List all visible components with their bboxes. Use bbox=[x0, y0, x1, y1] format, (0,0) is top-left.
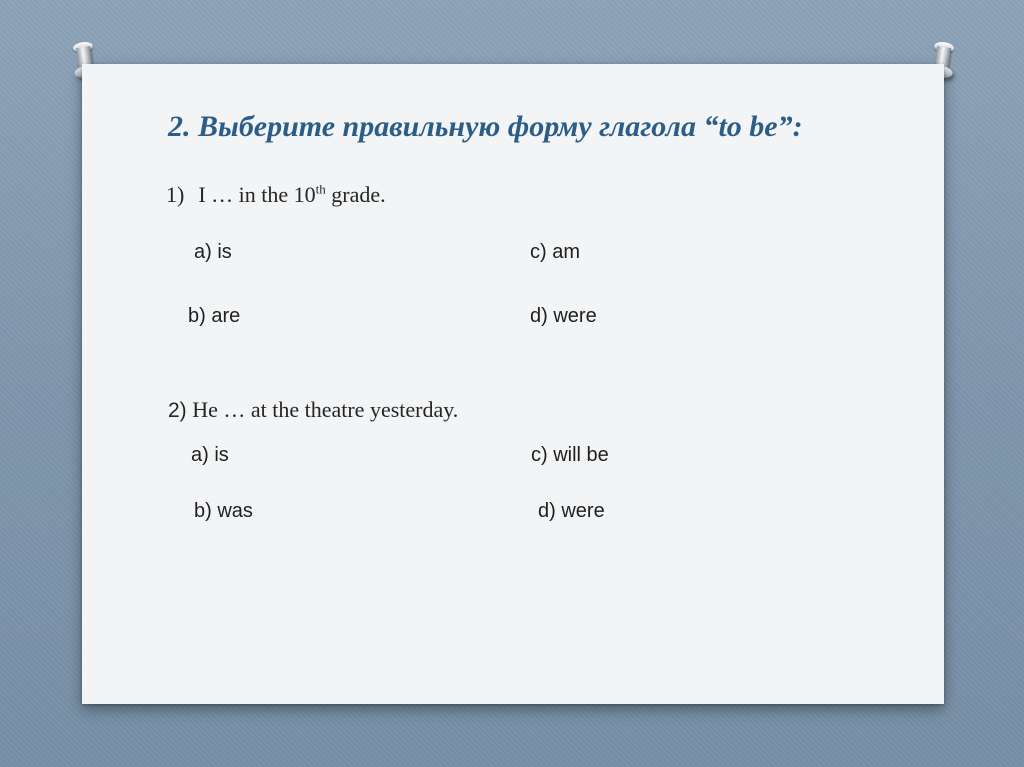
question-1-number: 1) bbox=[166, 182, 185, 207]
q2-option-a[interactable]: a) is bbox=[191, 444, 229, 466]
question-1-superscript: th bbox=[315, 181, 326, 197]
question-2-text: He … at the theatre yesterday. bbox=[186, 397, 459, 422]
question-2 bbox=[168, 397, 458, 423]
q1-option-d[interactable]: d) were bbox=[530, 305, 597, 327]
q2-option-c[interactable]: c) will be bbox=[531, 444, 609, 466]
q2-option-b[interactable]: b) was bbox=[194, 500, 253, 522]
q1-option-a[interactable]: a) is bbox=[194, 241, 232, 263]
question-1-text-after: grade. bbox=[325, 182, 386, 207]
q1-option-b[interactable]: b) are bbox=[188, 305, 241, 327]
q2-option-d[interactable]: d) were bbox=[538, 500, 605, 522]
q1-option-c[interactable]: c) am bbox=[530, 241, 580, 263]
question-1-text-before: I … in the 10 bbox=[198, 182, 316, 207]
question-1 bbox=[166, 182, 386, 208]
slide-card bbox=[82, 64, 944, 704]
question-2-number: 2) bbox=[168, 399, 187, 422]
slide-title: 2. Выберите правильную форму глагола “to be”: bbox=[168, 110, 803, 143]
